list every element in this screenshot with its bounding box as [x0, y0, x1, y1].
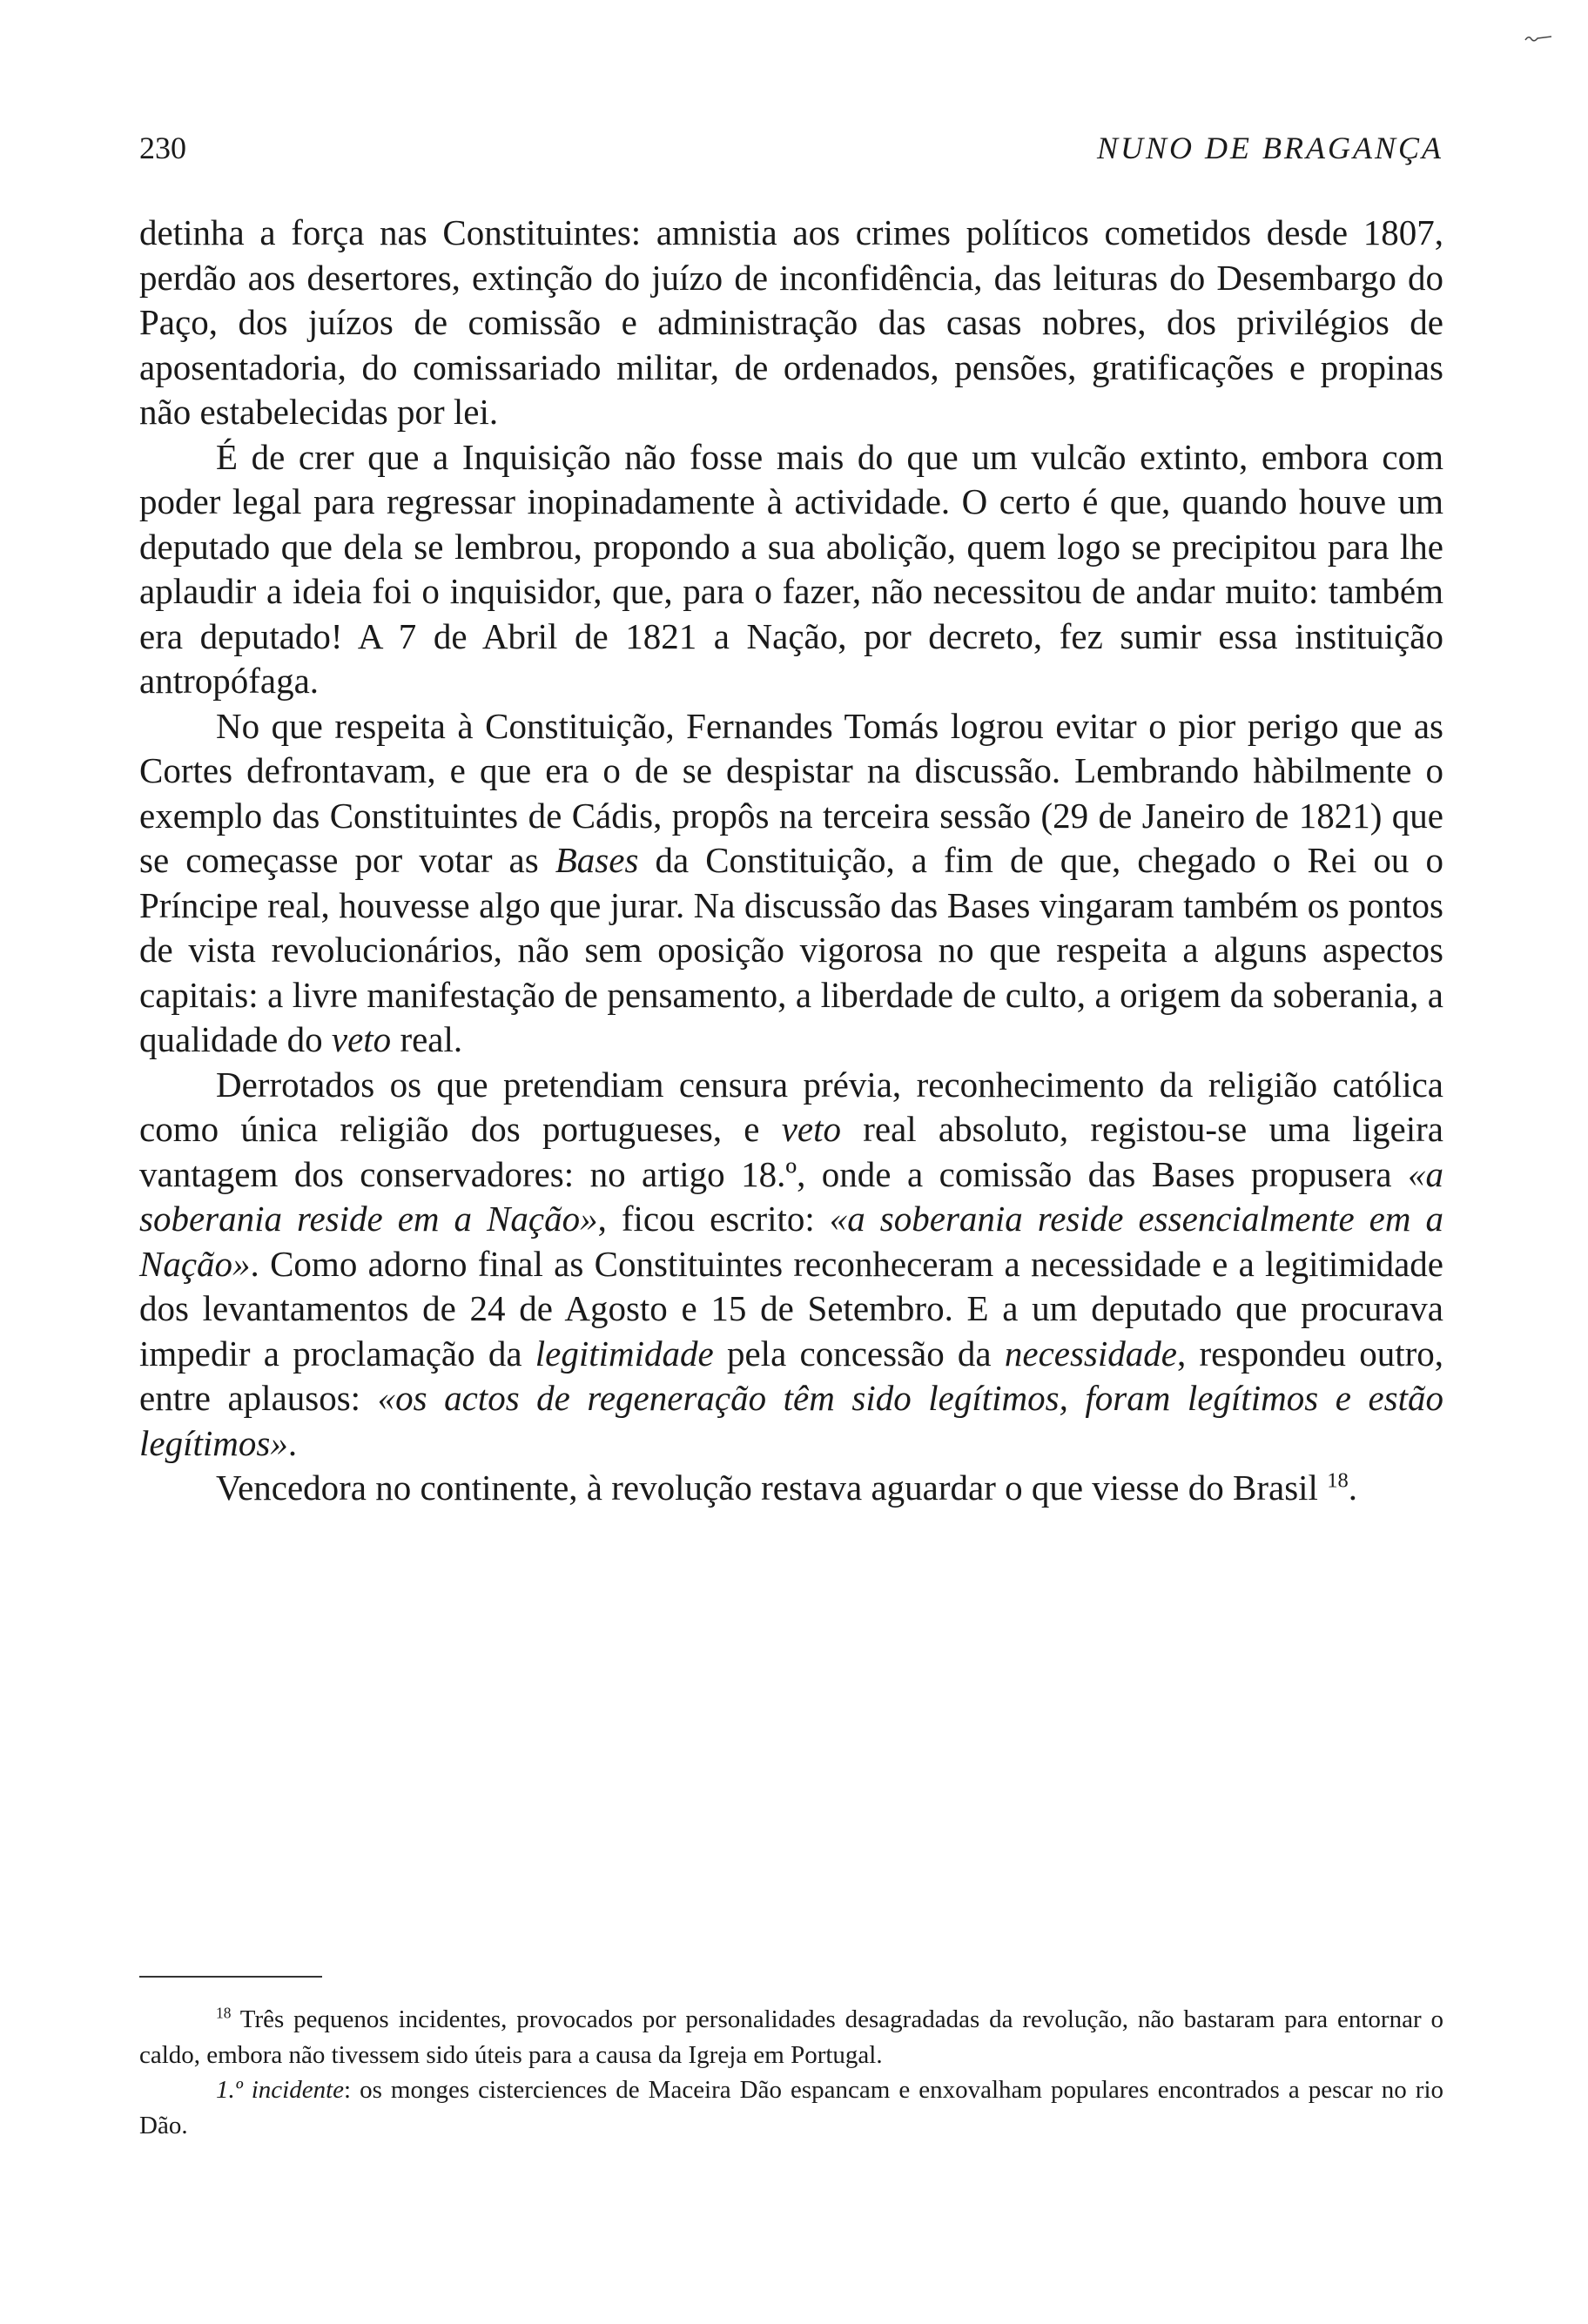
quote-regeneracao: «os actos de regeneração têm sido legítimos, foram legítimos e estão legítimos» — [139, 1378, 1443, 1463]
paragraph-4-text: , ficou escrito: — [597, 1199, 830, 1239]
footnote-divider — [139, 1976, 322, 1978]
paragraph-4 — [139, 1063, 1443, 1467]
emphasis-bases: Bases — [555, 840, 639, 880]
paragraph-4-text: pela concessão da — [713, 1333, 1005, 1374]
paragraph-5-text: Vencedora no continente, à revolução restava aguardar o que viesse do Brasil — [216, 1468, 1318, 1508]
paragraph-5-text: . — [1348, 1468, 1358, 1508]
footnotes — [139, 2002, 1443, 2143]
paragraph-5 — [139, 1466, 1443, 1511]
paragraph-4-text: . — [287, 1422, 298, 1463]
paragraph-3-text: da Constituição, a fim de que, chegado o Rei ou o Príncipe real, houvesse algo que jurar. Na discussão das Bases vingaram também os pontos de vista revolucionários, não sem oposição vigorosa no que respeita a alguns aspectos capitais: a livre manifestação de pensamento, a liberdade de culto, a origem da soberania, a qualidade do — [139, 840, 1443, 1059]
paragraph-2-text: É de crer que a Inquisição não fosse mais do que um vulcão extinto, embora com poder legal para regressar inopinadamente à actividade. O certo é que, quando houve um deputado que dela se lembrou, propondo a sua abolição, quem logo se precipitou para lhe aplaudir a ideia foi o inquisidor, que, para o fazer, não necessitou de andar muito: também era deputado! A 7 de Abril de 1821 a Nação, por decreto, fez sumir essa instituição antropófaga. — [139, 436, 1443, 701]
paragraph-4-text: Derrotados os que pretendiam censura prévia, reconhecimento da religião católica como única religião dos portugueses, e — [139, 1064, 1443, 1149]
page-header — [139, 131, 1443, 165]
scan-mark-icon — [1524, 31, 1553, 45]
paragraph-3-text: No que respeita à Constituição, Fernandes Tomás logrou evitar o pior perigo que as Cortes defrontavam, e que era o de se despistar na discussão. Lembrando hàbilmente o exemplo das Constituintes de Cádis, propôs na terceira sessão (29 de Janeiro de 1821) que se começasse por votar as — [139, 705, 1443, 880]
page-number: 230 — [139, 131, 186, 165]
running-title: NUNO DE BRAGANÇA — [1097, 131, 1443, 165]
paragraph-4-text: . Como adorno final as Constituintes reconheceram a necessidade e a legitimidade dos levantamentos de 24 de Agosto e 15 de Setembro. E a um deputado que procurava impedir a proclamação da — [139, 1243, 1443, 1374]
paragraph-4-text: real absoluto, registou-se uma ligeira vantagem dos conservadores: no artigo 18.º, onde a comissão das Bases propusera — [139, 1109, 1443, 1194]
incident-text: : os monges cisterciences de Maceira Dão espancam e enxovalham populares encontrados a pescar no rio Dão. — [139, 2076, 1443, 2139]
incident-label: 1.º incidente — [216, 2076, 345, 2104]
emphasis-necessidade: necessidade — [1004, 1333, 1177, 1374]
footnote-18-text: Três pequenos incidentes, provocados por personalidades desagradadas da revolução, não bastaram para entornar o caldo, embora não tivessem sido úteis para a causa da Igreja em Portugal. — [139, 2005, 1443, 2069]
paragraph-3-text: real. — [391, 1019, 463, 1059]
paragraph-2 — [139, 435, 1443, 704]
paragraph-3 — [139, 704, 1443, 1063]
quote-soberania-2: «a soberania reside essencialmente em a Nação» — [139, 1199, 1443, 1284]
quote-soberania-1: «a soberania reside em a Nação» — [139, 1153, 1443, 1239]
page — [139, 131, 1443, 2139]
emphasis-veto: veto — [331, 1019, 392, 1059]
paragraph-1-text: detinha a força nas Constituintes: amnistia aos crimes políticos cometidos desde 1807, perdão aos desertores, extinção do juízo de inconfidência, das leituras do Desembargo do Paço, dos juízos de comissão e administração das casas nobres, dos privilégios de aposentadoria, do comissariado militar, de ordenados, pensões, gratificações e propinas não estabelecidas por lei. — [139, 212, 1443, 432]
paragraph-1 — [139, 211, 1443, 435]
footnote-number: 18 — [216, 2004, 232, 2022]
footnote-18-incident — [139, 2072, 1443, 2143]
footnote-18 — [139, 2002, 1443, 2072]
body-text — [139, 211, 1443, 1511]
emphasis-legitimidade: legitimidade — [535, 1333, 714, 1374]
paragraph-4-text: , respondeu outro, entre aplausos: — [139, 1333, 1443, 1418]
footnote-reference[interactable]: 18 — [1327, 1468, 1349, 1493]
emphasis-veto: veto — [781, 1109, 842, 1149]
